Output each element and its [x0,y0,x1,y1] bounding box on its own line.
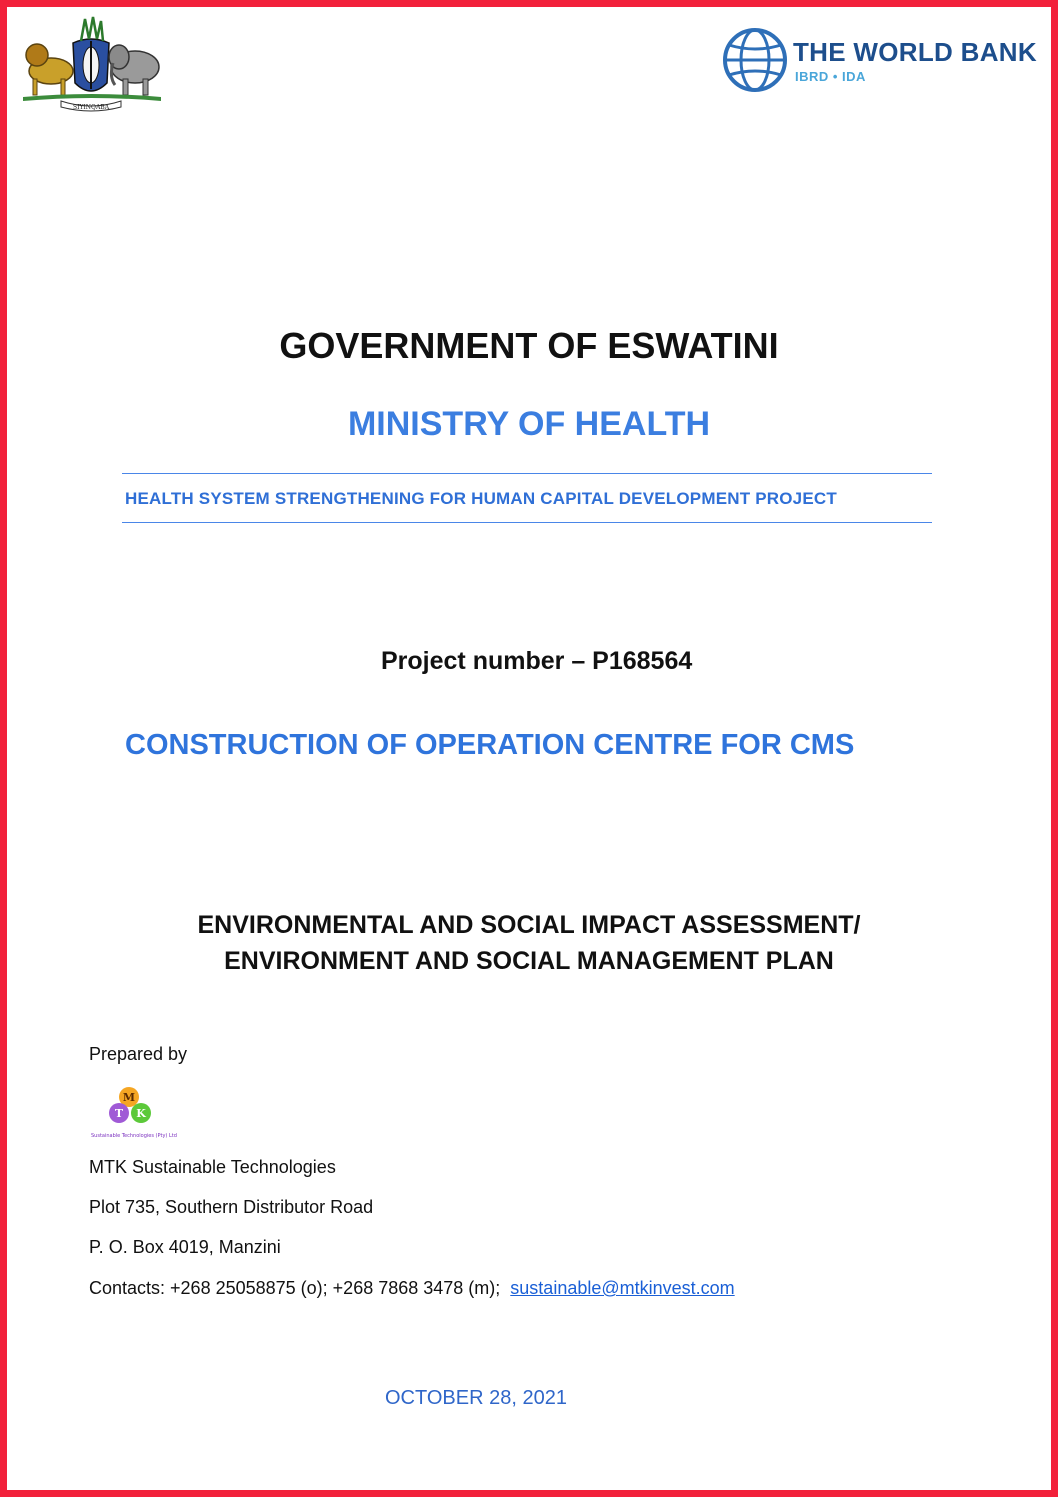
report-title-line-1: ENVIRONMENTAL AND SOCIAL IMPACT ASSESSMENT/ [197,911,861,939]
contacts-text: Contacts: +268 25058875 (o); +268 7868 3478 (m); [89,1278,501,1298]
construction-title: CONSTRUCTION OF OPERATION CENTRE FOR CMS [125,729,855,761]
project-name: HEALTH SYSTEM STRENGTHENING FOR HUMAN CAPITAL DEVELOPMENT PROJECT [125,489,837,508]
globe-icon [721,25,789,95]
report-title [7,907,1051,979]
mtk-logo-letter-t: T [114,1107,124,1120]
contacts-line [89,1278,735,1299]
project-number: Project number – P168564 [381,647,693,675]
coat-motto: SIYINQABA [72,104,110,111]
world-bank-logo [721,25,1041,97]
ministry-title: MINISTRY OF HEALTH [347,405,711,443]
government-title: GOVERNMENT OF ESWATINI [279,325,779,366]
divider-top [122,473,932,474]
divider-bottom [122,522,932,523]
document-date: OCTOBER 28, 2021 [385,1387,567,1409]
mtk-logo-letter-k: K [136,1107,146,1120]
world-bank-title: THE WORLD BANK [793,37,1037,67]
eswatini-coat-of-arms-icon [15,13,167,113]
address-line-1: Plot 735, Southern Distributor Road [89,1197,374,1217]
email-link[interactable]: sustainable@mtkinvest.com [510,1278,735,1298]
mtk-logo-icon [89,1083,199,1143]
mtk-logo-letter-m: M [122,1091,136,1104]
mtk-logo-caption: Sustainable Technologies (Pty) Ltd [91,1133,177,1139]
prepared-by-label: Prepared by [89,1044,188,1064]
company-name: MTK Sustainable Technologies [89,1157,336,1177]
world-bank-subtitle: IBRD • IDA [795,69,866,84]
report-title-line-2: ENVIRONMENT AND SOCIAL MANAGEMENT PLAN [224,947,834,975]
address-line-2: P. O. Box 4019, Manzini [89,1237,281,1257]
